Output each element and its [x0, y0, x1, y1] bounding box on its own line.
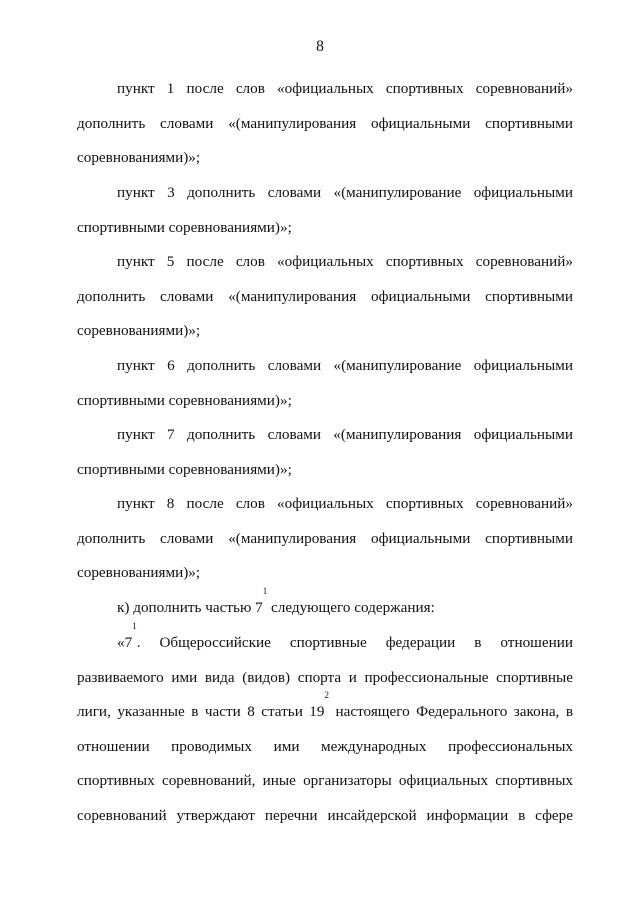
amendment-text-after: следующего содержания: — [267, 599, 435, 616]
amendment-superscript: 1 — [262, 586, 268, 596]
paragraph-quoted-part-7-1 — [77, 621, 573, 834]
paragraph-amendment-k — [77, 586, 573, 626]
quote-open: «7 — [117, 634, 133, 651]
page-number: 8 — [316, 38, 324, 55]
paragraph-punkt-7: пункт 7 дополнить словами «(манипулирования официальными спортивными соревнованиями)»; — [77, 426, 573, 478]
quote-superscript-1: 1 — [132, 621, 137, 631]
quote-text-part2: настоящего Федерального закона, в отношении проводимых ими международных профессиональных спортивных соревнований, иные организаторы официальных спортивных соревнований утверждают перечни инсайдерской информации в сфере — [77, 703, 573, 824]
paragraph-punkt-3: пункт 3 дополнить словами «(манипулирование официальными спортивными соревнованиями)»; — [77, 184, 573, 236]
paragraph-punkt-6: пункт 6 дополнить словами «(манипулирование официальными спортивными соревнованиями)»; — [77, 357, 573, 409]
paragraph-punkt-8: пункт 8 после слов «официальных спортивных соревнований» дополнить словами «(манипулирования официальными спортивными соревнованиями)»; — [77, 495, 573, 582]
quote-superscript-2: 2 — [324, 690, 329, 701]
paragraph-punkt-5: пункт 5 после слов «официальных спортивных соревнований» дополнить словами «(манипулирования официальными спортивными соревнованиями)»; — [77, 253, 573, 340]
amendment-text-before: к) дополнить частью 7 — [117, 599, 263, 616]
quote-text-part1: . Общероссийские спортивные федерации в отношении развиваемого ими вида (видов) спорта и профессиональные спортивные лиги, указанные в части 8 статьи 19 — [77, 634, 573, 721]
paragraph-punkt-1: пункт 1 после слов «официальных спортивных соревнований» дополнить словами «(манипулирования официальными спортивными соревнованиями)»; — [77, 80, 573, 167]
